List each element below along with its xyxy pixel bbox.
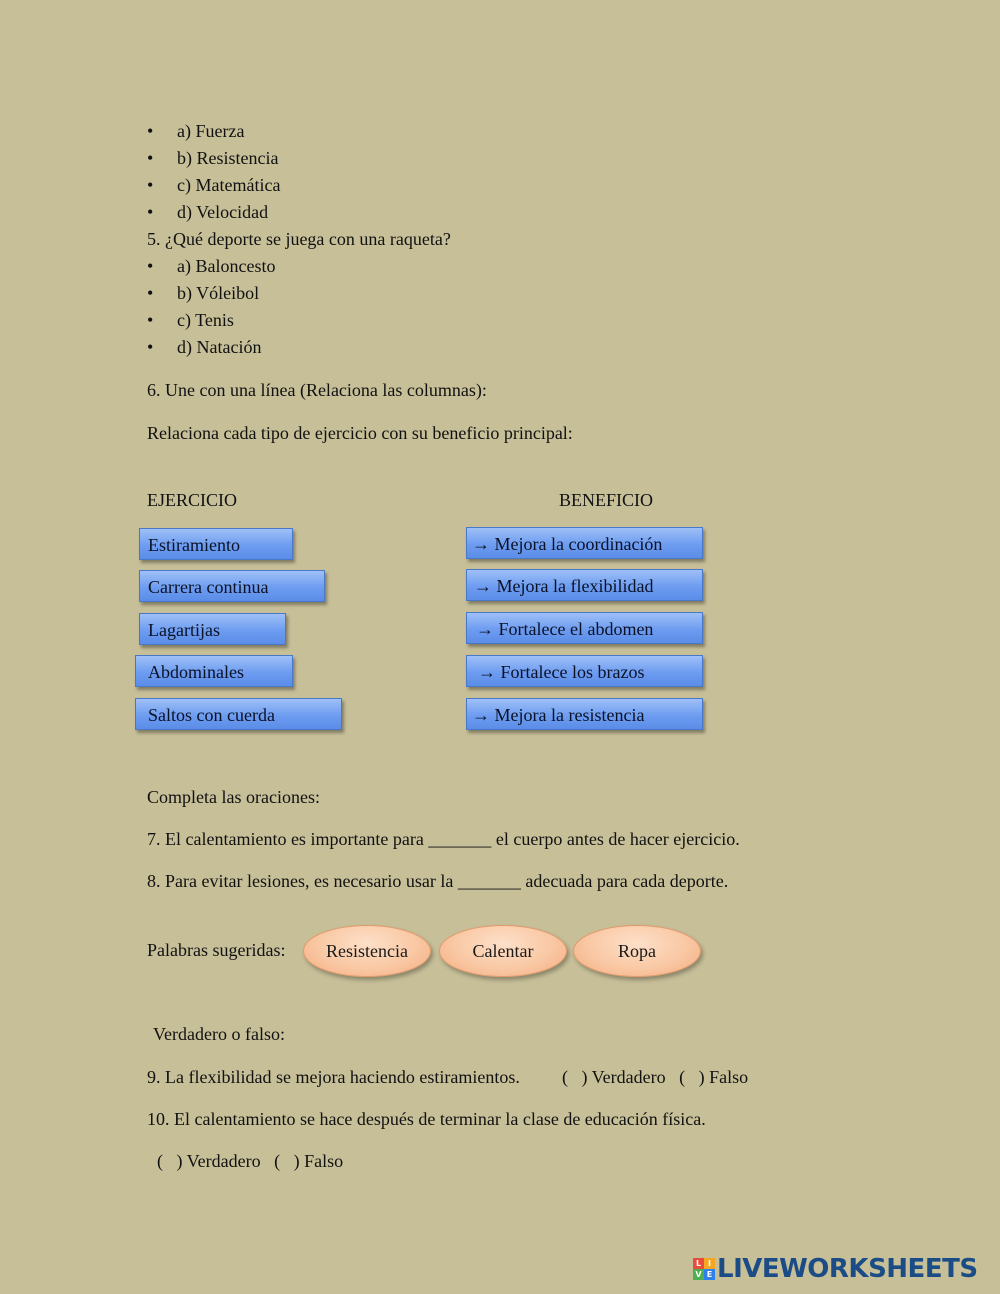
bullet-icon: • (147, 202, 154, 222)
bullet-icon: • (147, 337, 154, 357)
option-text: a) Fuerza (177, 121, 245, 141)
q10-text: 10. El calentamiento se hace después de terminar la clase de educación física. (147, 1109, 706, 1129)
benefit-box-flexibilidad[interactable]: → Mejora la flexibilidad (466, 569, 703, 601)
benefit-box-abdomen[interactable]: → Fortalece el abdomen (466, 612, 703, 644)
logo-mark-cell: L (693, 1258, 704, 1269)
column-header-exercise: EJERCICIO (147, 490, 237, 510)
exercise-box-saltos-con-cuerda[interactable]: Saltos con cuerda (135, 698, 342, 730)
word-pill-ropa[interactable]: Ropa (573, 925, 701, 977)
option-text: a) Baloncesto (177, 256, 276, 276)
benefit-box-brazos[interactable]: → Fortalece los brazos (466, 655, 703, 687)
q6-title: 6. Une con una línea (Relaciona las columnas): (147, 380, 487, 400)
option-text: d) Velocidad (177, 202, 269, 222)
benefit-box-coordinacion[interactable]: → Mejora la coordinación (466, 527, 703, 559)
q7-text: 7. El calentamiento es importante para _______ el cuerpo antes de hacer ejercicio. (147, 829, 740, 849)
q8-text: 8. Para evitar lesiones, es necesario usar la _______ adecuada para cada deporte. (147, 871, 729, 891)
bullet-icon: • (147, 310, 154, 330)
bullet-icon: • (147, 283, 154, 303)
logo-mark-cell: V (693, 1269, 704, 1280)
logo-mark-icon (693, 1258, 715, 1280)
word-pill-resistencia[interactable]: Resistencia (303, 925, 431, 977)
suggested-words-label: Palabras sugeridas: (147, 940, 286, 960)
exercise-box-estiramiento[interactable]: Estiramiento (139, 528, 293, 560)
exercise-box-carrera-continua[interactable]: Carrera continua (139, 570, 325, 602)
option-text: b) Resistencia (177, 148, 279, 168)
option-text: c) Tenis (177, 310, 234, 330)
liveworksheets-logo (693, 1254, 978, 1284)
column-header-benefit: BENEFICIO (559, 490, 653, 510)
true-false-title: Verdadero o falso: (153, 1024, 285, 1044)
logo-text: LIVEWORKSHEETS (717, 1254, 978, 1284)
bullet-icon: • (147, 121, 154, 141)
option-text: b) Vóleibol (177, 283, 260, 303)
option-text: c) Matemática (177, 175, 281, 195)
exercise-box-abdominales[interactable]: Abdominales (135, 655, 293, 687)
logo-mark-cell: I (704, 1258, 715, 1269)
q9-choices[interactable]: ( ) Verdadero ( ) Falso (562, 1067, 749, 1087)
exercise-box-lagartijas[interactable]: Lagartijas (139, 613, 286, 645)
bullet-icon: • (147, 256, 154, 276)
q10-choices[interactable]: ( ) Verdadero ( ) Falso (157, 1151, 344, 1171)
complete-title: Completa las oraciones: (147, 787, 320, 807)
word-pill-calentar[interactable]: Calentar (439, 925, 567, 977)
bullet-icon: • (147, 175, 154, 195)
bullet-icon: • (147, 148, 154, 168)
benefit-box-resistencia[interactable]: → Mejora la resistencia (466, 698, 703, 730)
option-text: d) Natación (177, 337, 262, 357)
q6-instruction: Relaciona cada tipo de ejercicio con su beneficio principal: (147, 423, 573, 443)
q5-text: 5. ¿Qué deporte se juega con una raqueta? (147, 229, 451, 249)
q9-text: 9. La flexibilidad se mejora haciendo estiramientos. (147, 1067, 520, 1087)
logo-mark-cell: E (704, 1269, 715, 1280)
